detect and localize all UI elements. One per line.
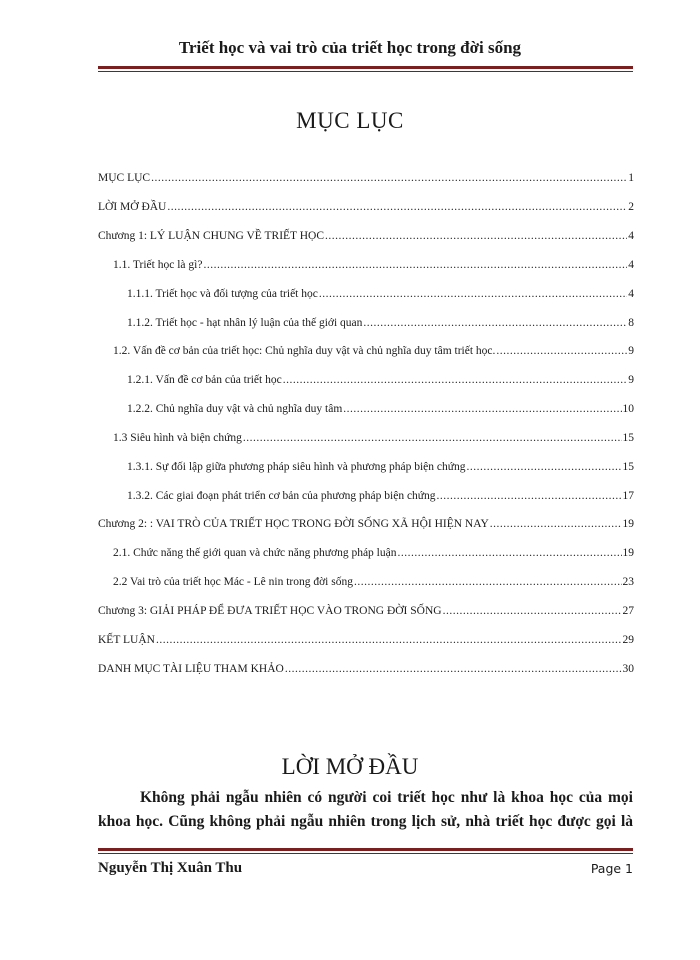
toc-entry-page: 1 [628, 172, 634, 184]
toc-leader [325, 228, 627, 244]
toc-leader [243, 430, 622, 446]
toc-entry-page: 17 [622, 490, 634, 502]
toc-entry-label: 1.3.1. Sự đối lập giữa phương pháp siêu hình và phương pháp biện chứng [127, 461, 466, 473]
toc-entry-page: 15 [622, 461, 634, 473]
toc-entry[interactable] [113, 343, 634, 359]
toc-entry-page: 2 [628, 201, 634, 213]
toc-entry-label: MỤC LỤC [98, 172, 151, 184]
toc-entry[interactable] [98, 603, 634, 619]
toc-entry-page: 30 [622, 663, 634, 675]
toc-entry[interactable] [127, 459, 634, 475]
intro-paragraph [98, 786, 633, 834]
toc-leader [343, 401, 621, 417]
toc-leader [203, 257, 627, 273]
toc-entry-label: Chương 1: LÝ LUẬN CHUNG VỀ TRIẾT HỌC [98, 230, 325, 242]
toc-entry[interactable] [127, 315, 634, 331]
footer-rule [98, 848, 633, 851]
toc-leader [363, 315, 627, 331]
toc-entry-page: 9 [628, 345, 634, 357]
toc-entry-label: 1.1.2. Triết học - hạt nhân lý luận của thế giới quan [127, 317, 363, 329]
toc-leader [151, 170, 627, 186]
toc-entry[interactable] [98, 661, 634, 677]
toc-entry[interactable] [98, 516, 634, 532]
toc-entry-label: LỜI MỞ ĐẦU [98, 201, 167, 213]
toc-entry[interactable] [98, 170, 634, 186]
toc-heading: MỤC LỤC [296, 108, 404, 133]
toc-entry-page: 19 [622, 518, 634, 530]
footer-author: Nguyễn Thị Xuân Thu [98, 860, 243, 876]
toc-entry[interactable] [113, 574, 634, 590]
toc-leader [496, 343, 627, 359]
footer-page-number: Page 1 [590, 861, 633, 876]
toc-entry-page: 4 [628, 230, 634, 242]
toc-leader [167, 199, 627, 215]
toc-entry-label: 2.1. Chức năng thế giới quan và chức năng phương pháp luận [113, 547, 397, 559]
toc-leader [490, 516, 622, 532]
toc-entry-page: 10 [622, 403, 634, 415]
toc-entry-label: 2.2 Vai trò của triết học Mác - Lê nin trong đời sống [113, 576, 353, 588]
toc-entry-label: DANH MỤC TÀI LIỆU THAM KHẢO [98, 663, 284, 675]
paragraph-line: Không phải ngẫu nhiên có người coi triết học như là khoa học của mọi [140, 789, 633, 806]
toc-entry-page: 29 [622, 634, 634, 646]
footer-rule-thin [98, 853, 633, 854]
toc-entry-label: KẾT LUẬN [98, 634, 155, 646]
toc-entry-page: 4 [628, 288, 634, 300]
toc-entry-label: 1.1. Triết học là gì? [113, 259, 203, 271]
intro-heading: LỜI MỞ ĐẦU [281, 754, 419, 779]
toc-entry[interactable] [113, 430, 634, 446]
toc-leader [283, 372, 628, 388]
toc-entry-page: 9 [628, 374, 634, 386]
toc-entry-label: 1.2. Vấn đề cơ bản của triết học: Chủ nghĩa duy vật và chủ nghĩa duy tâm triết học. [113, 345, 496, 357]
toc-entry[interactable] [98, 199, 634, 215]
toc-leader [437, 488, 622, 504]
toc-leader [319, 286, 627, 302]
toc-entry[interactable] [127, 401, 634, 417]
toc-entry-page: 23 [622, 576, 634, 588]
toc-entry[interactable] [127, 372, 634, 388]
toc-leader [354, 574, 622, 590]
toc-entry-page: 19 [622, 547, 634, 559]
toc-entry[interactable] [127, 286, 634, 302]
toc-leader [397, 545, 621, 561]
toc-entry-label: 1.2.2. Chủ nghĩa duy vật và chủ nghĩa duy tâm [127, 403, 343, 415]
toc-entry[interactable] [127, 488, 634, 504]
toc-leader [285, 661, 622, 677]
toc-entry[interactable] [113, 257, 634, 273]
toc-entry-label: 1.2.1. Vấn đề cơ bản của triết học [127, 374, 282, 386]
paragraph-line: khoa học. Cũng không phải ngẫu nhiên trong lịch sử, nhà triết học được gọi là [98, 813, 633, 830]
toc-entry-label: Chương 3: GIẢI PHÁP ĐỂ ĐƯA TRIẾT HỌC VÀO TRONG ĐỜI SỐNG [98, 605, 442, 617]
toc-entry[interactable] [98, 228, 634, 244]
toc-leader [466, 459, 621, 475]
toc-entry[interactable] [113, 545, 634, 561]
toc-entry-label: 1.3.2. Các giai đoạn phát triển cơ bản của phương pháp biện chứng [127, 490, 436, 502]
running-header-title: Triết học và vai trò của triết học trong đời sống [178, 38, 522, 57]
toc-leader [156, 632, 622, 648]
toc-entry-page: 8 [628, 317, 634, 329]
toc-entry-label: Chương 2: : VAI TRÒ CỦA TRIẾT HỌC TRONG ĐỜI SỐNG XÃ HỘI HIỆN NAY [98, 518, 489, 530]
toc-entry-label: 1.1.1. Triết học và đối tượng của triết học [127, 288, 318, 300]
toc-entry-page: 15 [622, 432, 634, 444]
toc-entry-label: 1.3 Siêu hình và biện chứng [113, 432, 242, 444]
toc-entry-page: 27 [622, 605, 634, 617]
toc-entry[interactable] [98, 632, 634, 648]
toc-leader [443, 603, 622, 619]
toc-entry-page: 4 [628, 259, 634, 271]
